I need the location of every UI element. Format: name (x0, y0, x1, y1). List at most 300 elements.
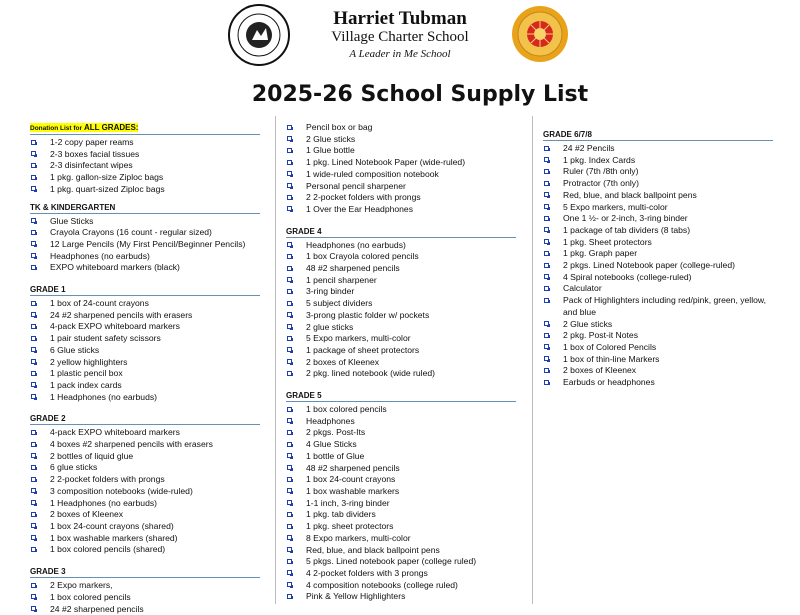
list-item (30, 451, 260, 463)
list-item-text: Personal pencil sharpener (306, 181, 406, 191)
checkbox-bullet-icon (31, 547, 36, 552)
list-item (30, 216, 260, 228)
grade4-heading: GRADE 4 (286, 224, 516, 238)
list-item-text: 1-2 copy paper reams (50, 137, 134, 147)
school-name-block (300, 8, 500, 62)
list-item (30, 310, 260, 322)
checkbox-bullet-icon (287, 206, 292, 211)
grade5-list (286, 404, 516, 603)
checkbox-bullet-icon (31, 465, 36, 470)
checkbox-bullet-icon (287, 430, 292, 435)
list-item (286, 427, 516, 439)
list-item-text: 1 box colored pencils (shared) (50, 544, 165, 554)
list-item (543, 342, 773, 354)
list-item-text: 1 bottle of Glue (306, 451, 364, 461)
checkbox-bullet-icon (31, 324, 36, 329)
checkbox-bullet-icon (31, 301, 36, 306)
checkbox-bullet-icon (31, 218, 36, 223)
list-item-text: 24 #2 sharpened pencils (50, 604, 144, 614)
checkbox-bullet-icon (31, 371, 36, 376)
list-item (286, 240, 516, 252)
list-item (543, 166, 773, 178)
list-item (286, 157, 516, 169)
checkbox-bullet-icon (31, 606, 36, 611)
checkbox-bullet-icon (287, 289, 292, 294)
list-item-text: 2 Expo markers, (50, 580, 113, 590)
grade5-heading: GRADE 5 (286, 388, 516, 402)
list-item (30, 474, 260, 486)
list-item-text: 1 pkg. sheet protectors (306, 521, 393, 531)
checkbox-bullet-icon (287, 594, 292, 599)
list-item (30, 392, 260, 404)
checkbox-bullet-icon (31, 163, 36, 168)
checkbox-bullet-icon (544, 344, 549, 349)
column-divider (275, 116, 276, 604)
checkbox-bullet-icon (31, 140, 36, 145)
list-item-text: 4 Glue Sticks (306, 439, 357, 449)
list-item-text: 1 pkg. Graph paper (563, 248, 637, 258)
list-item (30, 149, 260, 161)
checkbox-bullet-icon (31, 394, 36, 399)
list-item (30, 521, 260, 533)
list-item (30, 509, 260, 521)
list-item-text: 2 Glue sticks (306, 134, 355, 144)
leader-in-me-badge-icon (508, 4, 572, 64)
list-item-text: 2 boxes of Kleenex (563, 365, 636, 375)
checkbox-bullet-icon (544, 157, 549, 162)
checkbox-bullet-icon (544, 321, 549, 326)
list-item-text: 48 #2 sharpened pencils (306, 463, 400, 473)
grade4-list (286, 240, 516, 380)
list-item (286, 463, 516, 475)
seal-ring-icon (230, 6, 288, 64)
list-item (30, 172, 260, 184)
list-item-text: 2 boxes of Kleenex (50, 509, 123, 519)
list-item (286, 345, 516, 357)
page-title: 2025-26 School Supply List (0, 82, 800, 107)
list-item-text: 3-ring binder (306, 286, 354, 296)
checkbox-bullet-icon (31, 500, 36, 505)
school-motto: A Leader in Me School (300, 46, 500, 62)
list-item (30, 592, 260, 604)
list-item-text: EXPO whiteboard markers (black) (50, 262, 180, 272)
list-item-text: 2 yellow highlighters (50, 357, 127, 367)
list-item (30, 533, 260, 545)
list-item-text: Protractor (7th only) (563, 178, 639, 188)
list-item-text: 6 Glue sticks (50, 345, 99, 355)
list-item (30, 580, 260, 592)
checkbox-bullet-icon (31, 477, 36, 482)
list-item-text: 48 #2 sharpened pencils (306, 263, 400, 273)
grade3-list-part2 (286, 122, 516, 216)
list-item (30, 184, 260, 196)
list-item-text: Ruler (7th /8th only) (563, 166, 638, 176)
checkbox-bullet-icon (544, 298, 549, 303)
list-item (286, 310, 516, 322)
list-item-text: 2 pkg. lined notebook (wide ruled) (306, 368, 435, 378)
school-name-line1: Harriet Tubman (300, 8, 500, 29)
list-item-text: 2 pkgs. Lined Notebook paper (college-ruled) (563, 260, 735, 270)
list-item (286, 498, 516, 510)
list-item (30, 498, 260, 510)
checkbox-bullet-icon (31, 535, 36, 540)
grade2-heading: GRADE 2 (30, 411, 260, 425)
list-item (286, 322, 516, 334)
grade678-list (543, 143, 773, 389)
list-item-text: Earbuds or headphones (563, 377, 655, 387)
checkbox-bullet-icon (31, 230, 36, 235)
list-item (543, 202, 773, 214)
checkbox-bullet-icon (544, 380, 549, 385)
list-item-text: Pink & Yellow Highlighters (306, 591, 405, 601)
checkbox-bullet-icon (544, 286, 549, 291)
checkbox-bullet-icon (287, 312, 292, 317)
checkbox-bullet-icon (287, 488, 292, 493)
checkbox-bullet-icon (31, 347, 36, 352)
list-item (286, 181, 516, 193)
checkbox-bullet-icon (287, 301, 292, 306)
list-item-text: 2 bottles of liquid glue (50, 451, 133, 461)
school-name-line2: Village Charter School (300, 29, 500, 46)
grade1-list (30, 298, 260, 403)
list-item-text: 2 glue sticks (306, 322, 353, 332)
list-item (286, 439, 516, 451)
list-item (30, 486, 260, 498)
list-item (30, 227, 260, 239)
checkbox-bullet-icon (287, 324, 292, 329)
list-item-text: 4 composition notebooks (college ruled) (306, 580, 458, 590)
tk-list (30, 216, 260, 275)
list-item (30, 298, 260, 310)
list-item (286, 416, 516, 428)
list-item (286, 509, 516, 521)
grade3-heading: GRADE 3 (30, 564, 260, 578)
list-item (543, 354, 773, 366)
list-item-text: 1 box colored pencils (306, 404, 387, 414)
list-item-text: 4 2-pocket folders with 3 prongs (306, 568, 428, 578)
list-item-text: 5 Expo markers, multi-color (563, 202, 668, 212)
list-item (286, 591, 516, 603)
list-item (30, 439, 260, 451)
checkbox-bullet-icon (287, 559, 292, 564)
list-item-text: 1 Headphones (no earbuds) (50, 392, 157, 402)
list-item-text: 3-prong plastic folder w/ pockets (306, 310, 429, 320)
list-item-text: Headphones (no earbuds) (50, 251, 150, 261)
checkbox-bullet-icon (544, 227, 549, 232)
checkbox-bullet-icon (287, 183, 292, 188)
checkbox-bullet-icon (544, 251, 549, 256)
list-item-text: 5 pkgs. Lined notebook paper (college ruled) (306, 556, 476, 566)
checkbox-bullet-icon (287, 347, 292, 352)
list-item-text: 1 pack index cards (50, 380, 122, 390)
list-item (286, 580, 516, 592)
list-item-text: 12 Large Pencils (My First Pencil/Beginner Pencils) (50, 239, 245, 249)
list-item (286, 298, 516, 310)
checkbox-bullet-icon (544, 274, 549, 279)
checkbox-bullet-icon (544, 181, 549, 186)
list-item (543, 190, 773, 202)
list-item-text: 1 wide-ruled composition notebook (306, 169, 439, 179)
list-item-text: 5 subject dividers (306, 298, 372, 308)
checkbox-bullet-icon (544, 204, 549, 209)
list-item-text: 1 pkg. gallon-size Ziploc bags (50, 172, 163, 182)
list-item (286, 404, 516, 416)
checkbox-bullet-icon (544, 169, 549, 174)
list-item (30, 262, 260, 274)
column-2 (286, 120, 516, 603)
checkbox-bullet-icon (287, 524, 292, 529)
checkbox-bullet-icon (31, 488, 36, 493)
list-item (30, 321, 260, 333)
column-divider (532, 116, 533, 604)
checkbox-bullet-icon (31, 359, 36, 364)
list-item (286, 333, 516, 345)
list-item-text: 1-1 inch, 3-ring binder (306, 498, 390, 508)
checkbox-bullet-icon (31, 512, 36, 517)
list-item-text: Red, blue, and black ballpoint pens (306, 545, 440, 555)
list-item-text: 1 box of thin-line Markers (563, 354, 659, 364)
list-item-text: Headphones (no earbuds) (306, 240, 406, 250)
list-item-text: Red, blue, and black ballpoint pens (563, 190, 697, 200)
list-item-text: 1 Headphones (no earbuds) (50, 498, 157, 508)
grade678-heading: GRADE 6/7/8 (543, 127, 773, 141)
list-item-text: 1 box washable markers (shared) (50, 533, 178, 543)
list-item-text: 1 pkg. quart-sized Ziploc bags (50, 184, 165, 194)
checkbox-bullet-icon (287, 407, 292, 412)
list-item (286, 474, 516, 486)
list-item-text: 8 Expo markers, multi-color (306, 533, 411, 543)
checkbox-bullet-icon (287, 171, 292, 176)
list-item-text: Calculator (563, 283, 602, 293)
list-item-text: 2 2-pocket folders with prongs (50, 474, 165, 484)
list-item-text: 4 boxes #2 sharpened pencils with erasers (50, 439, 213, 449)
checkbox-bullet-icon (287, 535, 292, 540)
checkbox-bullet-icon (31, 175, 36, 180)
list-item (543, 248, 773, 260)
checkbox-bullet-icon (31, 583, 36, 588)
checkbox-bullet-icon (287, 582, 292, 587)
list-item (286, 275, 516, 287)
list-item-text: 2-3 disinfectant wipes (50, 160, 133, 170)
checkbox-bullet-icon (31, 382, 36, 387)
checkbox-bullet-icon (31, 336, 36, 341)
list-item-text: 2-3 boxes facial tissues (50, 149, 139, 159)
list-item-text: 1 box of 24-count crayons (50, 298, 149, 308)
checkbox-bullet-icon (31, 186, 36, 191)
tk-heading: TK & KINDERGARTEN (30, 200, 260, 214)
checkbox-bullet-icon (31, 594, 36, 599)
donation-list (30, 137, 260, 196)
list-item (30, 368, 260, 380)
checkbox-bullet-icon (287, 453, 292, 458)
list-item (286, 533, 516, 545)
list-item-text: 1 box washable markers (306, 486, 399, 496)
donation-heading-a: Donation List for (30, 125, 82, 132)
list-item-text: Headphones (306, 416, 355, 426)
checkbox-bullet-icon (287, 512, 292, 517)
checkbox-bullet-icon (287, 195, 292, 200)
list-item (286, 204, 516, 216)
checkbox-bullet-icon (544, 239, 549, 244)
list-item-text: 2 pkg. Post-it Notes (563, 330, 638, 340)
checkbox-bullet-icon (31, 430, 36, 435)
checkbox-bullet-icon (287, 136, 292, 141)
list-item-text: 1 box colored pencils (50, 592, 131, 602)
checkbox-bullet-icon (31, 442, 36, 447)
checkbox-bullet-icon (287, 266, 292, 271)
list-item-text: 2 boxes of Kleenex (306, 357, 379, 367)
list-item (30, 604, 260, 615)
list-item (30, 544, 260, 556)
list-item (30, 251, 260, 263)
list-item-text: 1 box Crayola colored pencils (306, 251, 419, 261)
checkbox-bullet-icon (544, 216, 549, 221)
list-item (286, 145, 516, 157)
list-item (30, 160, 260, 172)
list-item (543, 319, 773, 331)
list-item-text: 1 package of sheet protectors (306, 345, 419, 355)
list-item-text: Pencil box or bag (306, 122, 372, 132)
grade2-list (30, 427, 260, 556)
list-item-text: 1 box 24-count crayons (shared) (50, 521, 174, 531)
checkbox-bullet-icon (287, 465, 292, 470)
checkbox-bullet-icon (287, 477, 292, 482)
school-seal-logo (228, 4, 290, 66)
checkbox-bullet-icon (287, 371, 292, 376)
list-item-text: 4 Spiral notebooks (college-ruled) (563, 272, 692, 282)
list-item (543, 295, 773, 318)
checkbox-bullet-icon (31, 151, 36, 156)
checkbox-bullet-icon (544, 368, 549, 373)
list-item-text: Glue Sticks (50, 216, 93, 226)
list-item-text: 3 composition notebooks (wide-ruled) (50, 486, 193, 496)
list-item (286, 521, 516, 533)
list-item (543, 143, 773, 155)
checkbox-bullet-icon (287, 418, 292, 423)
list-item-text: 2 Glue sticks (563, 319, 612, 329)
list-item (286, 451, 516, 463)
list-item (286, 251, 516, 263)
list-item (30, 380, 260, 392)
checkbox-bullet-icon (287, 277, 292, 282)
list-item (543, 260, 773, 272)
list-item-text: 4-pack EXPO whiteboard markers (50, 321, 180, 331)
list-item (30, 357, 260, 369)
list-item-text: 2 2-pocket folders with prongs (306, 192, 421, 202)
checkbox-bullet-icon (287, 242, 292, 247)
checkbox-bullet-icon (31, 312, 36, 317)
list-item (286, 568, 516, 580)
list-item (543, 330, 773, 342)
list-item-text: 1 pkg. Index Cards (563, 155, 635, 165)
checkbox-bullet-icon (287, 547, 292, 552)
list-item-text: Crayola Crayons (16 count - regular sized) (50, 227, 212, 237)
checkbox-bullet-icon (544, 192, 549, 197)
list-item (30, 239, 260, 251)
list-item-text: 1 Over the Ear Headphones (306, 204, 413, 214)
checkbox-bullet-icon (31, 453, 36, 458)
checkbox-bullet-icon (287, 442, 292, 447)
checkbox-bullet-icon (31, 265, 36, 270)
list-item (286, 486, 516, 498)
donation-heading-b: ALL GRADES: (84, 123, 139, 132)
list-item (30, 333, 260, 345)
list-item (543, 283, 773, 295)
donation-heading (30, 120, 260, 135)
list-item (30, 427, 260, 439)
list-item (30, 345, 260, 357)
list-item-text: 4-pack EXPO whiteboard markers (50, 427, 180, 437)
list-item-text: 1 box 24-count crayons (306, 474, 395, 484)
list-item (286, 192, 516, 204)
column-1 (30, 120, 260, 615)
list-item-text: One 1 ½- or 2-inch, 3-ring binder (563, 213, 688, 223)
list-item-text: Pack of Highlighters including red/pink, green, yellow, and blue (563, 295, 766, 317)
list-item (286, 286, 516, 298)
list-item (543, 272, 773, 284)
list-item-text: 1 box of Colored Pencils (563, 342, 656, 352)
checkbox-bullet-icon (31, 523, 36, 528)
list-item-text: 1 plastic pencil box (50, 368, 123, 378)
column-3 (543, 127, 773, 389)
list-item-text: 1 pencil sharpener (306, 275, 377, 285)
list-item-text: 24 #2 Pencils (563, 143, 615, 153)
list-item (286, 368, 516, 380)
list-item (543, 213, 773, 225)
list-item-text: 24 #2 sharpened pencils with erasers (50, 310, 192, 320)
checkbox-bullet-icon (287, 359, 292, 364)
list-item-text: 1 pkg. Sheet protectors (563, 237, 652, 247)
checkbox-bullet-icon (544, 263, 549, 268)
checkbox-bullet-icon (287, 570, 292, 575)
checkbox-bullet-icon (287, 125, 292, 130)
checkbox-bullet-icon (287, 336, 292, 341)
checkbox-bullet-icon (287, 148, 292, 153)
list-item (543, 225, 773, 237)
checkbox-bullet-icon (544, 146, 549, 151)
list-item (286, 122, 516, 134)
list-item-text: 1 package of tab dividers (8 tabs) (563, 225, 690, 235)
list-item-text: 2 pkgs. Post-Its (306, 427, 365, 437)
list-item-text: 1 pkg. Lined Notebook Paper (wide-ruled) (306, 157, 465, 167)
checkbox-bullet-icon (544, 333, 549, 338)
list-item-text: 6 glue sticks (50, 462, 97, 472)
school-header (0, 0, 800, 70)
list-item (286, 134, 516, 146)
list-item (543, 155, 773, 167)
list-item (286, 545, 516, 557)
list-item (543, 237, 773, 249)
list-item (286, 556, 516, 568)
checkbox-bullet-icon (544, 356, 549, 361)
list-item-text: 1 Glue bottle (306, 145, 355, 155)
checkbox-bullet-icon (287, 500, 292, 505)
list-item-text: 5 Expo markers, multi-color (306, 333, 411, 343)
list-item (286, 357, 516, 369)
list-item (543, 377, 773, 389)
list-item (543, 178, 773, 190)
list-item (30, 462, 260, 474)
checkbox-bullet-icon (287, 254, 292, 259)
checkbox-bullet-icon (287, 160, 292, 165)
list-item (286, 169, 516, 181)
grade1-heading: GRADE 1 (30, 282, 260, 296)
grade3-list-part1 (30, 580, 260, 615)
checkbox-bullet-icon (31, 253, 36, 258)
list-item-text: 1 pair student safety scissors (50, 333, 161, 343)
list-item (30, 137, 260, 149)
list-item-text: 1 pkg. tab dividers (306, 509, 376, 519)
